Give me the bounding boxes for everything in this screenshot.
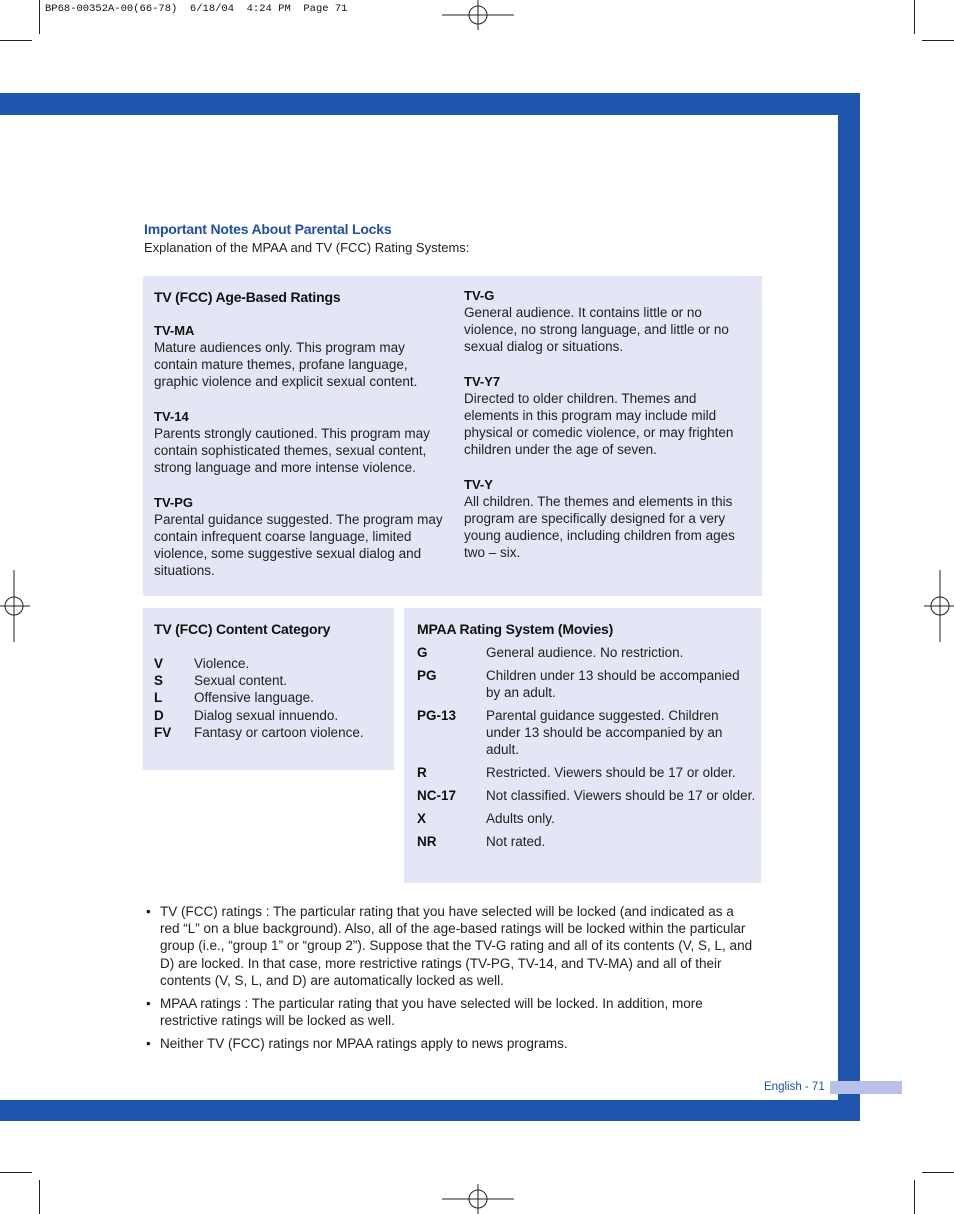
category-code: D — [154, 707, 164, 723]
rating-desc: Mature audiences only. This program may contain mature themes, profane language, graphic violence and explicit sexual content. — [154, 340, 418, 389]
category-desc: Violence. — [194, 656, 250, 671]
page-frame-top — [0, 93, 860, 115]
mpaa-code: PG — [417, 668, 437, 683]
registration-mark-top — [442, 0, 514, 32]
mpaa-desc: Parental guidance suggested. Children under 13 should be accompanied by an adult. — [486, 708, 723, 757]
rating-desc: Directed to older children. Themes and elements in this program may include mild physical or comedic violence, or may frighten children under the age of seven. — [464, 391, 734, 457]
rating-desc: Parents strongly cautioned. This program may contain sophisticated themes, sexual content, strong language and more intense violence. — [154, 426, 430, 475]
mpaa-code: G — [417, 645, 428, 660]
note-item: • Neither TV (FCC) ratings nor MPAA ratings apply to news programs. — [144, 1035, 756, 1052]
crop-mark-br-h — [922, 1172, 954, 1173]
note-item: • TV (FCC) ratings : The particular rating that you have selected will be locked (and indicated as a red “L” on a blue background). Also, all of the age-based ratings will be locked within the particular group (i.e., “group 1” or “group 2”). Suppose that the TV-G rating and all of its contents (V, S, L, and D) are locked. In that case, more restrictive ratings (TV-PG, TV-14, and TV-MA) and all of their contents (V, S, L, and D) are automatically locked as well. — [144, 903, 756, 989]
rating-item-tv-y7 — [464, 373, 754, 458]
content-category-panel — [143, 608, 394, 770]
category-code: FV — [154, 724, 172, 740]
list-item — [417, 764, 756, 781]
list-item — [154, 672, 364, 689]
mpaa-panel — [404, 608, 761, 883]
page-frame-bottom — [0, 1100, 860, 1121]
rating-code: TV-PG — [154, 495, 194, 510]
registration-mark-right — [922, 570, 954, 642]
age-ratings-panel — [143, 276, 762, 596]
content-category-list — [154, 655, 364, 741]
rating-desc: General audience. It contains little or no violence, no strong language, and little or no sexual dialog or situations. — [464, 305, 729, 354]
page-tab — [830, 1081, 902, 1094]
registration-mark-bottom — [442, 1182, 514, 1214]
page-frame-right — [838, 93, 860, 1121]
content-category-title: TV (FCC) Content Category — [154, 621, 331, 637]
print-header: BP68-00352A-00(66-78) 6/18/04 4:24 PM Page 71 — [45, 3, 348, 15]
rating-code: TV-MA — [154, 323, 195, 338]
category-desc: Sexual content. — [194, 673, 288, 689]
list-item — [417, 787, 756, 804]
age-ratings-title: TV (FCC) Age-Based Ratings — [154, 289, 341, 305]
category-desc: Offensive language. — [194, 690, 314, 706]
crop-mark-tl-h — [0, 40, 32, 41]
rating-code: TV-Y7 — [464, 374, 501, 389]
rating-code: TV-14 — [154, 409, 189, 424]
rating-item-tv-14 — [154, 408, 444, 476]
rating-desc: Parental guidance suggested. The program may contain infrequent coarse language, limited violence, some suggestive sexual dialog and situations. — [154, 512, 443, 578]
list-item — [154, 707, 364, 724]
list-item — [417, 644, 756, 661]
rating-item-tv-ma — [154, 322, 444, 390]
registration-mark-left — [0, 570, 32, 642]
crop-mark-bl-v — [39, 1180, 40, 1214]
mpaa-desc: Restricted. Viewers should be 17 or older. — [486, 765, 736, 780]
mpaa-desc: General audience. No restriction. — [486, 645, 684, 660]
mpaa-desc: Not rated. — [486, 834, 546, 849]
mpaa-code: NR — [417, 834, 437, 849]
rating-code: TV-G — [464, 288, 495, 303]
mpaa-code: PG-13 — [417, 708, 457, 723]
crop-mark-br-v — [914, 1180, 915, 1214]
list-item — [417, 667, 756, 701]
list-item — [154, 724, 364, 741]
notes-list — [144, 903, 756, 1059]
note-item: • MPAA ratings : The particular rating that you have selected will be locked. In addition, more restrictive ratings will be locked as well. — [144, 995, 756, 1029]
list-item — [154, 689, 364, 706]
category-code: S — [154, 673, 164, 689]
rating-item-tv-g — [464, 287, 754, 355]
category-code: L — [154, 690, 163, 706]
crop-mark-tr-h — [922, 40, 954, 41]
mpaa-list — [417, 644, 756, 856]
mpaa-title: MPAA Rating System (Movies) — [417, 621, 614, 637]
mpaa-code: R — [417, 765, 427, 780]
crop-mark-tr-v — [914, 0, 915, 34]
rating-code: TV-Y — [464, 477, 493, 492]
rating-item-tv-pg — [154, 494, 444, 579]
mpaa-desc: Children under 13 should be accompanied by an adult. — [486, 668, 740, 700]
list-item — [417, 833, 756, 850]
section-title: Important Notes About Parental Locks — [144, 221, 392, 237]
mpaa-desc: Not classified. Viewers should be 17 or older. — [486, 788, 756, 803]
category-code: V — [154, 656, 164, 671]
crop-mark-bl-h — [0, 1172, 32, 1173]
mpaa-code: NC-17 — [417, 788, 457, 803]
crop-mark-tl-v — [39, 0, 40, 34]
mpaa-desc: Adults only. — [486, 811, 555, 826]
mpaa-code: X — [417, 811, 427, 826]
rating-item-tv-y — [464, 476, 754, 561]
rating-desc: All children. The themes and elements in this program are specifically designed for a very young audience, including children from ages two – six. — [464, 494, 735, 560]
page-number: English - 71 — [764, 1081, 825, 1093]
list-item — [154, 655, 364, 672]
list-item — [417, 810, 756, 827]
category-desc: Fantasy or cartoon violence. — [194, 724, 364, 740]
section-intro: Explanation of the MPAA and TV (FCC) Rating Systems: — [144, 240, 470, 255]
category-desc: Dialog sexual innuendo. — [194, 707, 339, 723]
list-item — [417, 707, 756, 758]
